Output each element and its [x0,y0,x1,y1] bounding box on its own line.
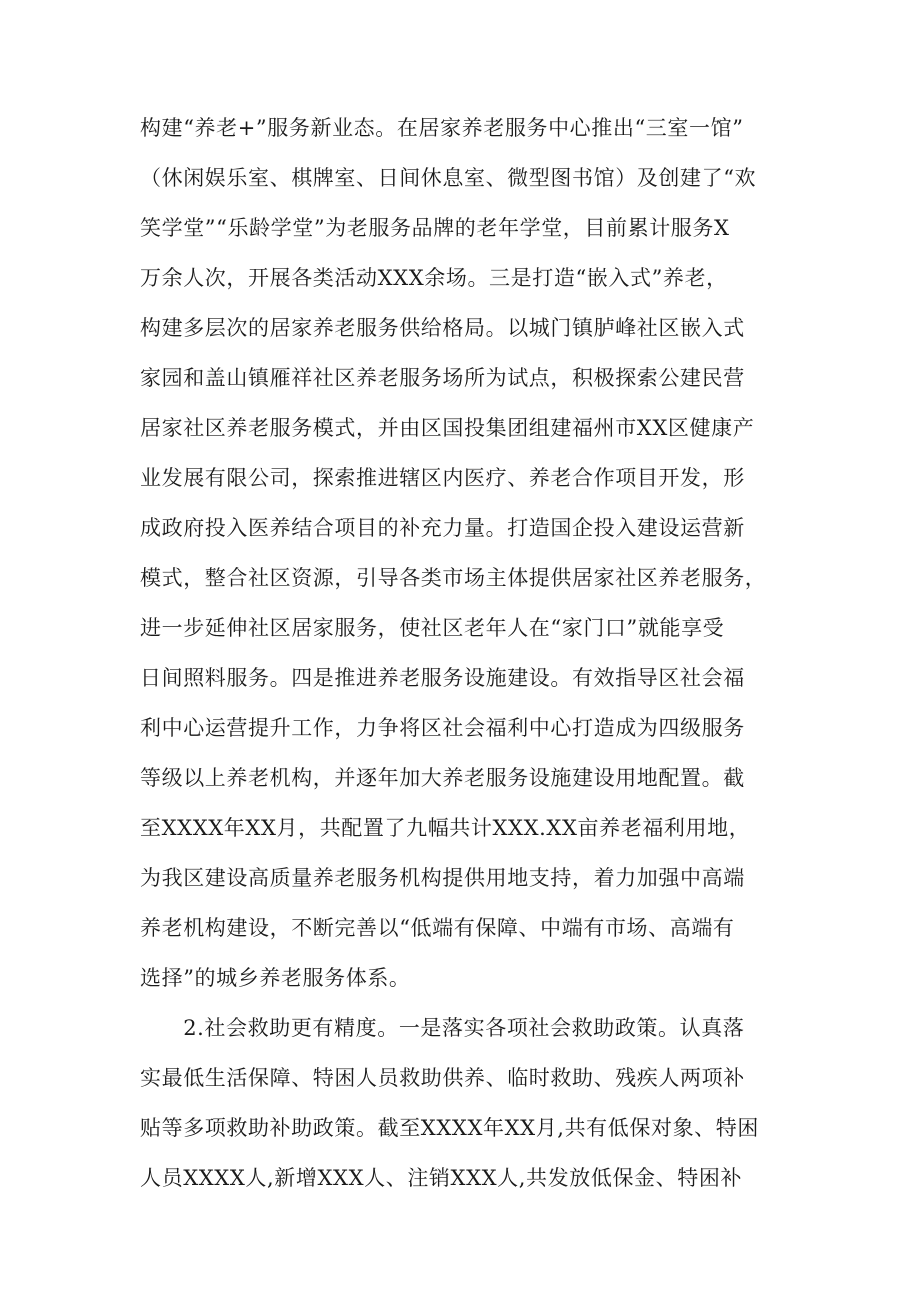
text-line: 笑学堂”“乐龄学堂”为老服务品牌的老年学堂，目前累计服务X [140,216,730,240]
text-line: 家园和盖山镇雁祥社区养老服务场所为试点，积极探索公建民营 [140,366,745,390]
text-line: 贴等多项救助补助政策。截至XXXX年XX月,共有低保对象、特困 [140,1116,759,1140]
text-line: 实最低生活保障、特困人员救助供养、临时救助、残疾人两项补 [140,1066,745,1090]
text-line: 业发展有限公司，探索推进辖区内医疗、养老合作项目开发，形 [140,466,745,490]
text-line: 为我区建设高质量养老服务机构提供用地支持，着力加强中高端 [140,866,745,890]
text-line: 万余人次，开展各类活动XXX余场。三是打造“嵌入式”养老， [140,266,728,290]
text-line: （休闲娱乐室、棋牌室、日间休息室、微型图书馆）及创建了“欢 [140,166,757,190]
text-line: 构建“养老+”服务新业态。在居家养老服务中心推出“三室一馆” [140,116,744,140]
text-line: 成政府投入医养结合项目的补充力量。打造国企投入建设运营新 [140,516,745,540]
text-line: 利中心运营提升工作，力争将区社会福利中心打造成为四级服务 [140,716,745,740]
text-line: 进一步延伸社区居家服务，使社区老年人在“家门口”就能享受 [140,616,725,640]
text-line: 居家社区养老服务模式，并由区国投集团组建福州市XX区健康产 [140,416,755,440]
text-line: 养老机构建设，不断完善以“低端有保障、中端有市场、高端有 [140,916,735,940]
text-line: 模式，整合社区资源，引导各类市场主体提供居家社区养老服务， [140,566,767,590]
text-line: 构建多层次的居家养老服务供给格局。以城门镇胪峰社区嵌入式 [140,316,745,340]
text-line: 人员XXXX人,新增XXX人、注销XXX人,共发放低保金、特困补 [140,1166,743,1190]
text-line: 选择”的城乡养老服务体系。 [140,966,411,990]
text-line: 至XXXX年XX月，共配置了九幅共计XXX.XX亩养老福利用地， [140,816,751,840]
text-line: 日间照料服务。四是推进养老服务设施建设。有效指导区社会福 [140,666,745,690]
text-line: 2.社会救助更有精度。一是落实各项社会救助政策。认真落 [140,1016,745,1040]
text-line: 等级以上养老机构，并逐年加大养老服务设施建设用地配置。截 [140,766,745,790]
